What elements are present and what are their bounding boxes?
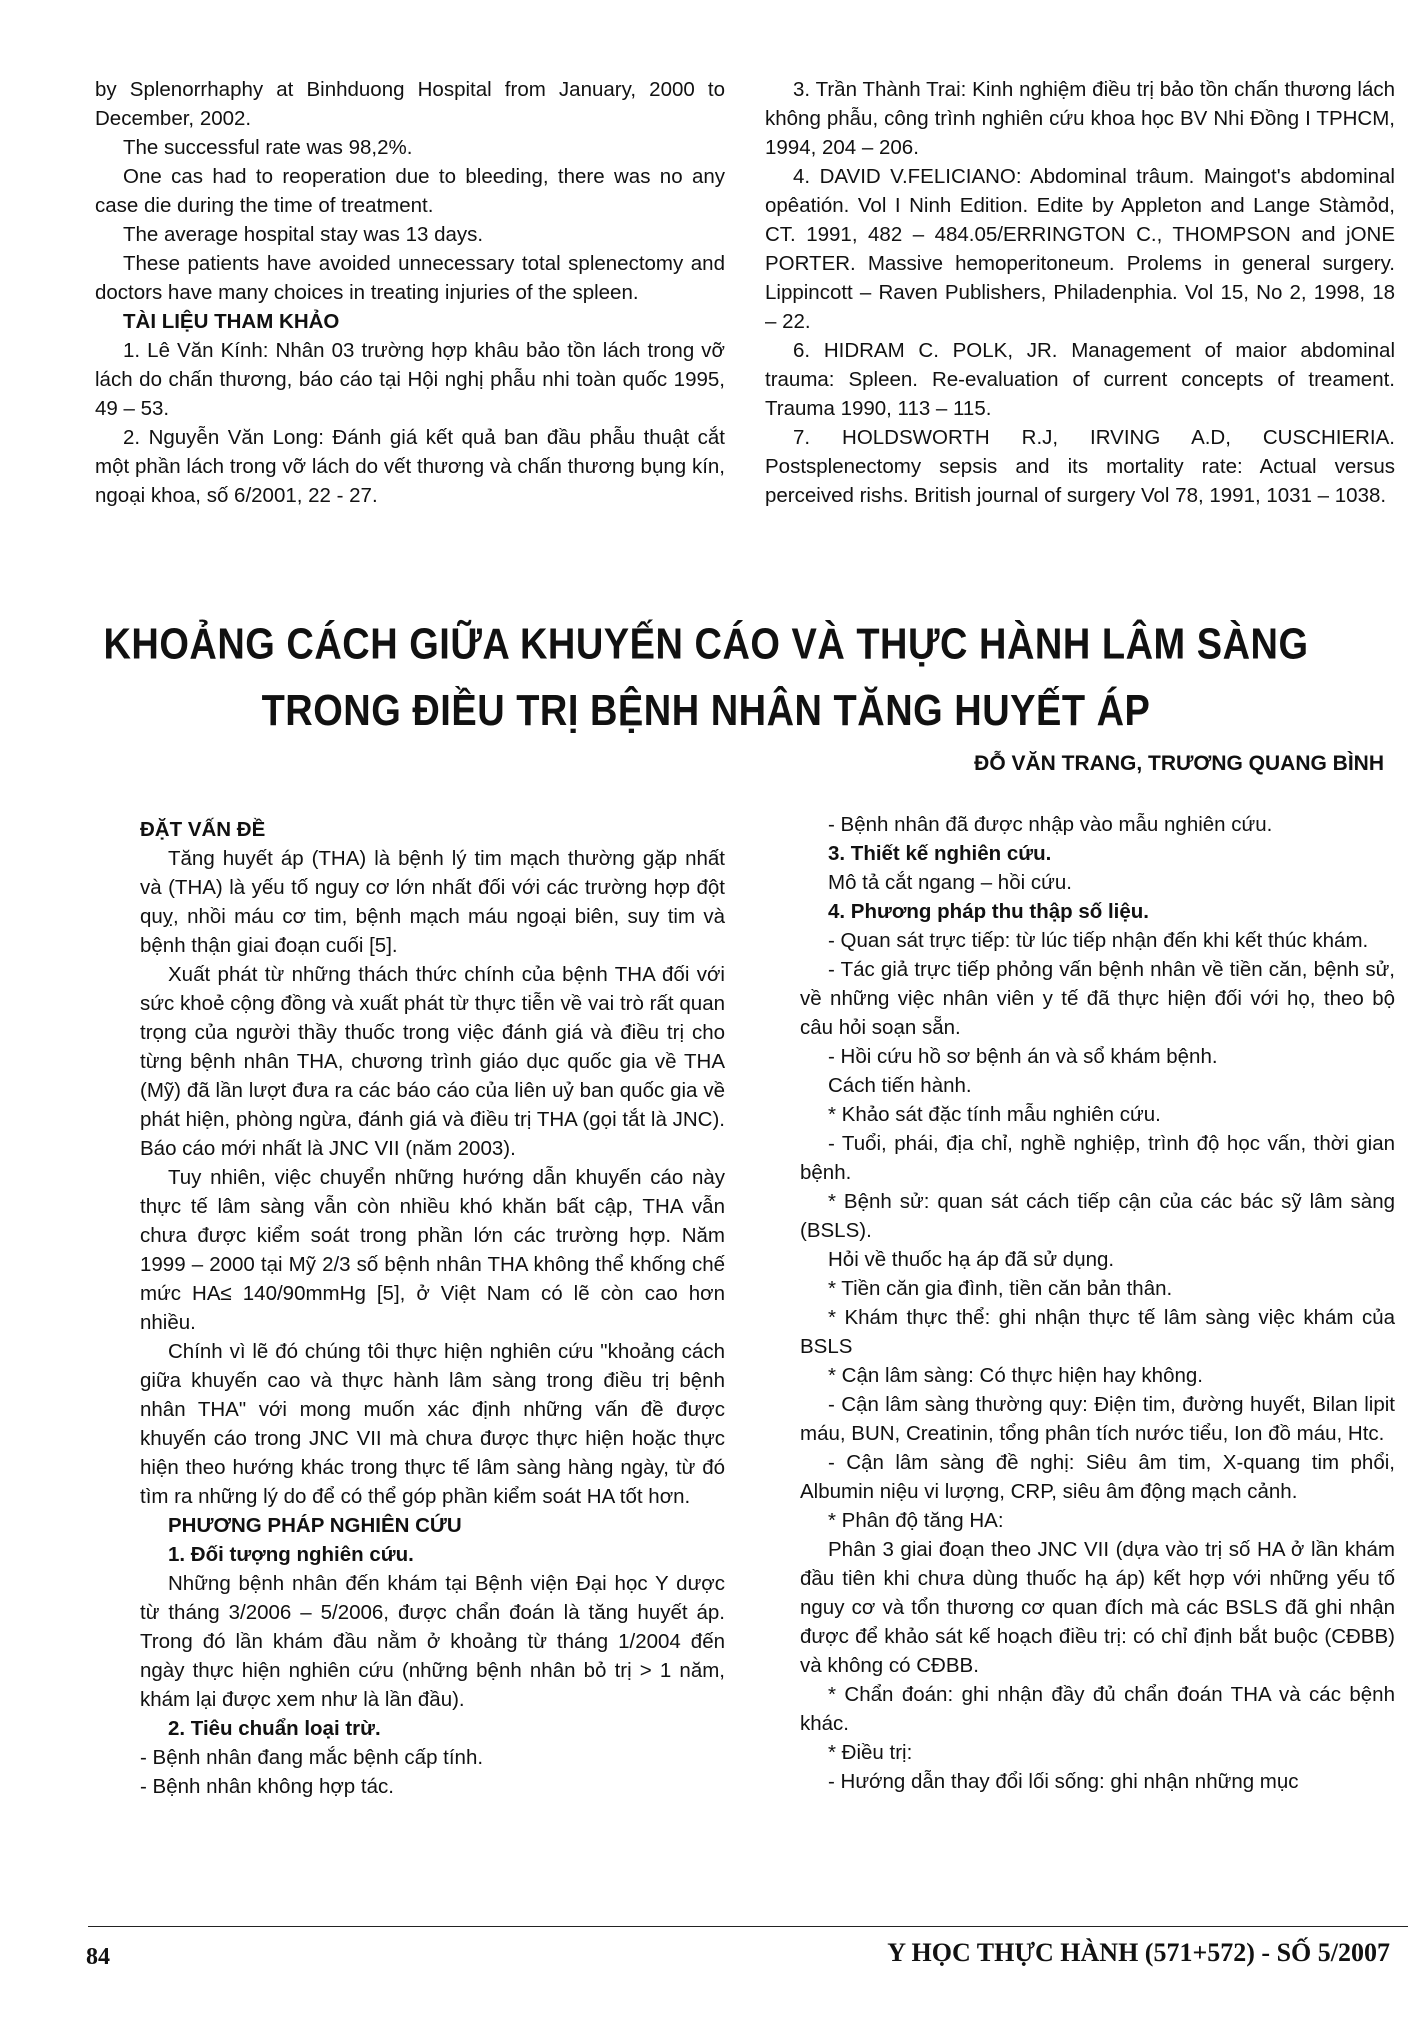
reference-item: 2. Nguyễn Văn Long: Đánh giá kết quả ban đầu phẫu thuật cắt một phần lách trong vỡ lách do vết thương và chấn thương bụng kín, ngoại khoa, số 6/2001, 22 - 27. bbox=[95, 426, 725, 507]
list-item: - Bệnh nhân không hợp tác. bbox=[140, 1775, 394, 1798]
list-item: * Cận lâm sàng: Có thực hiện hay không. bbox=[828, 1364, 1203, 1387]
subsection-heading: 4. Phương pháp thu thập số liệu. bbox=[828, 900, 1149, 923]
main-left-column bbox=[140, 815, 725, 1801]
article-title-line: TRONG ĐIỀU TRỊ BỆNH NHÂN TĂNG HUYẾT ÁP bbox=[261, 687, 1151, 736]
main-right-column bbox=[800, 810, 1395, 1796]
top-left-column bbox=[95, 75, 725, 510]
article-title bbox=[0, 611, 1412, 744]
abstract-line: by Splenorrhaphy at Binhduong Hospital from January, 2000 to December, 2002. bbox=[95, 78, 725, 130]
article-authors: ĐỖ VĂN TRANG, TRƯƠNG QUANG BÌNH bbox=[974, 752, 1384, 775]
list-item: * Tiền căn gia đình, tiền căn bản thân. bbox=[828, 1277, 1173, 1300]
list-item: - Hồi cứu hồ sơ bệnh án và sổ khám bệnh. bbox=[828, 1045, 1218, 1068]
list-item: - Hướng dẫn thay đổi lối sống: ghi nhận những mục bbox=[828, 1770, 1299, 1793]
list-item: * Khảo sát đặc tính mẫu nghiên cứu. bbox=[828, 1103, 1161, 1126]
page-number: 84 bbox=[86, 1944, 110, 1970]
list-item: * Điều trị: bbox=[828, 1741, 913, 1764]
abstract-line: These patients have avoided unnecessary total splenectomy and doctors have many choices in treating injuries of the spleen. bbox=[95, 252, 725, 304]
reference-item: 3. Trần Thành Trai: Kinh nghiệm điều trị bảo tồn chấn thương lách không phẫu, công trình nghiên cứu khoa học BV Nhi Đồng I TPHCM, 1994, 204 – 206. bbox=[765, 78, 1395, 159]
top-right-column bbox=[765, 75, 1395, 510]
body-paragraph: Phân 3 giai đoạn theo JNC VII (dựa vào trị số HA ở lần khám đầu tiên khi chưa dùng thuốc hạ áp) kết hợp với những yếu tố nguy cơ và tổn thương cơ quan đích mà các BSLS đã ghi nhận được để khảo sát kế hoạch điều trị: có chỉ định bắt buộc (CĐBB) và không có CĐBB. bbox=[800, 1538, 1395, 1677]
body-paragraph: Xuất phát từ những thách thức chính của bệnh THA đối với sức khoẻ cộng đồng và xuất phát từ thực tiễn về vai trò rất quan trọng của người thầy thuốc trong việc đánh giá và điều trị cho từng bệnh nhân THA, chương trình giáo dục quốc gia về THA (Mỹ) đã lần lượt đưa ra các báo cáo của liên uỷ ban quốc gia về phát hiện, phòng ngừa, đánh giá và điều trị THA (gọi tắt là JNC). Báo cáo mới nhất là JNC VII (năm 2003). bbox=[140, 963, 725, 1160]
footer-rule bbox=[88, 1926, 1408, 1927]
section-heading: ĐẶT VẤN ĐỀ bbox=[140, 818, 266, 841]
reference-item: 7. HOLDSWORTH R.J, IRVING A.D, CUSCHIERIA. Postsplenectomy sepsis and its mortality rate: Actual versus perceived rishs. British journal of surgery Vol 78, 1991, 1031 – 1038. bbox=[765, 426, 1395, 507]
list-item: - Bệnh nhân đã được nhập vào mẫu nghiên cứu. bbox=[828, 813, 1273, 836]
list-item: * Bệnh sử: quan sát cách tiếp cận của các bác sỹ lâm sàng (BSLS). bbox=[800, 1190, 1395, 1242]
list-item: - Cận lâm sàng đề nghị: Siêu âm tim, X-quang tim phổi, Albumin niệu vi lượng, CRP, siêu âm động mạch cảnh. bbox=[800, 1451, 1395, 1503]
abstract-line: The average hospital stay was 13 days. bbox=[123, 223, 484, 246]
body-paragraph: Mô tả cắt ngang – hồi cứu. bbox=[828, 871, 1072, 894]
list-item: - Bệnh nhân đang mắc bệnh cấp tính. bbox=[140, 1746, 484, 1769]
article-title-line: KHOẢNG CÁCH GIỮA KHUYẾN CÁO VÀ THỰC HÀNH LÂM SÀNG bbox=[103, 620, 1309, 669]
subsection-heading: 2. Tiêu chuẩn loại trừ. bbox=[168, 1717, 381, 1740]
reference-item: 6. HIDRAM C. POLK, JR. Management of maior abdominal trauma: Spleen. Re-evaluation of current concepts of treament. Trauma 1990, 113 – 115. bbox=[765, 339, 1395, 420]
body-paragraph: Chính vì lẽ đó chúng tôi thực hiện nghiên cứu "khoảng cách giữa khuyến cao và thực hành lâm sàng trong điều trị bệnh nhân THA" với mong muốn xác định những vấn đề được khuyến cáo trong JNC VII mà chưa được thực hiện hoặc thực hiện theo hướng khác trong thực tế lâm sàng hàng ngày, từ đó tìm ra những lý do để có thể góp phần kiểm soát HA tốt hơn. bbox=[140, 1340, 725, 1508]
section-heading: PHƯƠNG PHÁP NGHIÊN CỨU bbox=[168, 1514, 462, 1537]
body-paragraph: Tăng huyết áp (THA) là bệnh lý tim mạch thường gặp nhất và (THA) là yếu tố nguy cơ lớn nhất đối với các trường hợp đột quỵ, nhồi máu cơ tim, bệnh mạch máu ngoại biên, suy tim và bệnh thận giai đoạn cuối [5]. bbox=[140, 847, 725, 957]
list-item: - Cận lâm sàng thường quy: Điện tim, đường huyết, Bilan lipit máu, BUN, Creatinin, tổng phân tích nước tiểu, Ion đồ máu, Htc. bbox=[800, 1393, 1395, 1445]
abstract-line: One cas had to reoperation due to bleeding, there was no any case die during the time of treatment. bbox=[95, 165, 725, 217]
body-paragraph: Cách tiến hành. bbox=[828, 1074, 972, 1097]
list-item: * Phân độ tăng HA: bbox=[828, 1509, 1004, 1532]
subsection-heading: 3. Thiết kế nghiên cứu. bbox=[828, 842, 1052, 865]
list-item: - Tác giả trực tiếp phỏng vấn bệnh nhân về tiền căn, bệnh sử, về những việc nhân viên y tế đã thực hiện đối với họ, theo bộ câu hỏi soạn sẵn. bbox=[800, 958, 1395, 1039]
list-item: - Quan sát trực tiếp: từ lúc tiếp nhận đến khi kết thúc khám. bbox=[828, 929, 1369, 952]
reference-item: 1. Lê Văn Kính: Nhân 03 trường hợp khâu bảo tồn lách trong vỡ lách do chấn thương, báo cáo tại Hội nghị phẫu nhi toàn quốc 1995, 49 – 53. bbox=[95, 339, 725, 420]
list-item: * Khám thực thể: ghi nhận thực tế lâm sàng việc khám của BSLS bbox=[800, 1306, 1395, 1358]
body-paragraph: Tuy nhiên, việc chuyển những hướng dẫn khuyến cáo này thực tế lâm sàng vẫn còn nhiều khó khăn bất cập, THA vẫn chưa được kiểm soát trong phần lớn các trường hợp. Năm 1999 – 2000 tại Mỹ 2/3 số bệnh nhân THA không thể khống chế mức HA≤ 140/90mmHg [5], ở Việt Nam có lẽ còn cao hơn nhiều. bbox=[140, 1166, 725, 1334]
list-item: - Tuổi, phái, địa chỉ, nghề nghiệp, trình độ học vấn, thời gian bệnh. bbox=[800, 1132, 1395, 1184]
body-paragraph: Những bệnh nhân đến khám tại Bệnh viện Đại học Y dược từ tháng 3/2006 – 5/2006, được chẩn đoán là tăng huyết áp. Trong đó lần khám đầu nằm ở khoảng từ tháng 1/2004 đến ngày thực hiện nghiên cứu (những bệnh nhân bỏ trị > 1 năm, khám lại được xem như là lần đầu). bbox=[140, 1572, 725, 1711]
reference-item: 4. DAVID V.FELICIANO: Abdominal trâum. Maingot's abdominal opêatión. Vol I Ninh Edition. Edite by Appleton and Lange Stàmỏd, CT. 1991, 482 – 484.05/ERRINGTON C., THOMPSON and jONE PORTER. Massive hemoperitoneum. Prolems in general surgery. Lippincott – Raven Publishers, Philadenphia. Vol 15, No 2, 1998, 18 – 22. bbox=[765, 165, 1395, 333]
list-item: * Chẩn đoán: ghi nhận đầy đủ chẩn đoán THA và các bệnh khác. bbox=[800, 1683, 1395, 1735]
journal-name: Y HỌC THỰC HÀNH (571+572) - SỐ 5/2007 bbox=[887, 1938, 1390, 1967]
references-heading: TÀI LIỆU THAM KHẢO bbox=[123, 310, 340, 333]
abstract-line: The successful rate was 98,2%. bbox=[123, 136, 413, 159]
subsection-heading: 1. Đối tượng nghiên cứu. bbox=[168, 1543, 414, 1566]
body-paragraph: Hỏi về thuốc hạ áp đã sử dụng. bbox=[828, 1248, 1115, 1271]
